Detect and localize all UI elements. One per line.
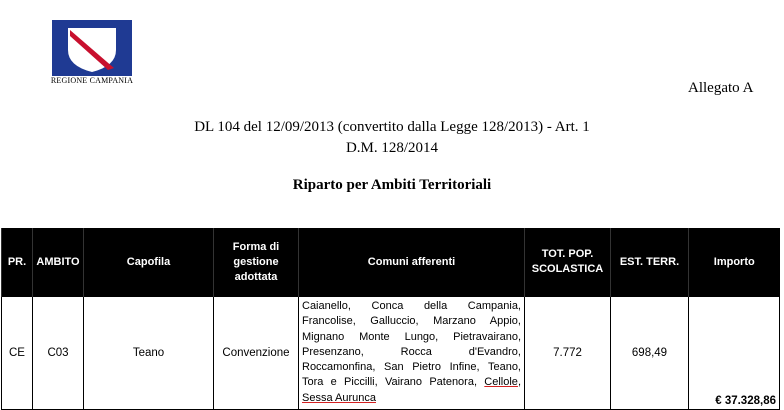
col-header-pop: TOT. POP. SCOLASTICA: [525, 228, 611, 297]
col-header-importo: Importo: [689, 228, 780, 297]
cell-pr: CE: [2, 297, 33, 410]
col-header-pr: PR.: [2, 228, 33, 297]
col-header-ambito: AMBITO: [33, 228, 84, 297]
cell-terr: 698,49: [611, 297, 689, 410]
comuni-list: Caianello, Conca della Campania, Francolise, Galluccio, Marzano Appio, Mignano Monte Lungo, Pietravairano, Presenzano, Rocca d'Evandro, Roccamonfina, San Pietro Infine, Teano, Tora e Piccilli, Vairano Patenora,: [302, 300, 521, 389]
cell-comuni: [299, 297, 525, 410]
allegato-label: Allegato A: [688, 80, 754, 96]
cell-forma: Convenzione: [214, 297, 299, 410]
allocation-table: [1, 228, 780, 410]
col-header-terr: EST. TERR.: [611, 228, 689, 297]
comune-cellole: Cellole: [484, 376, 518, 389]
col-header-capofila: Capofila: [84, 228, 214, 297]
col-header-forma: Forma di gestione adottata: [214, 228, 299, 297]
document-title: Riparto per Ambiti Territoriali: [292, 177, 492, 193]
logo-text: REGIONE CAMPANIA: [50, 76, 134, 85]
ministerial-decree: D.M. 128/2014: [345, 140, 439, 156]
table-header-row: [2, 228, 780, 297]
comuni-separator: ,: [517, 376, 521, 389]
comune-sessa-aurunca: Sessa Aurunca: [302, 391, 376, 404]
col-header-comuni: Comuni afferenti: [299, 228, 525, 297]
decree-reference: DL 104 del 12/09/2013 (convertito dalla Legge 128/2013) - Art. 1: [194, 119, 590, 135]
cell-importo: € 37.328,86: [689, 297, 780, 410]
regione-campania-logo: [40, 20, 144, 92]
cell-ambito: C03: [33, 297, 84, 410]
cell-pop: 7.772: [525, 297, 611, 410]
coat-of-arms-icon: [52, 20, 132, 76]
cell-capofila: Teano: [84, 297, 214, 410]
table-row: [2, 297, 780, 410]
